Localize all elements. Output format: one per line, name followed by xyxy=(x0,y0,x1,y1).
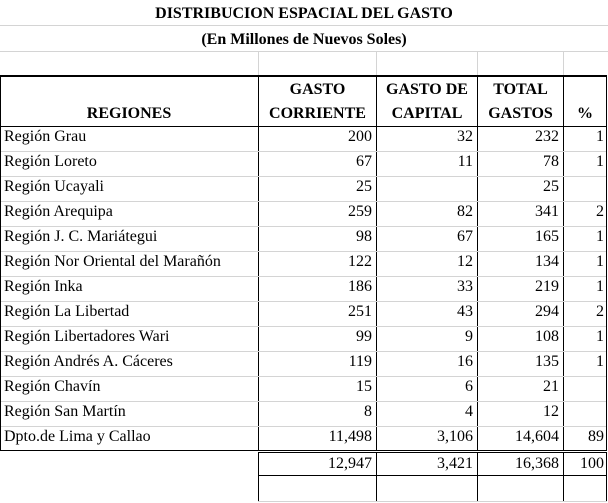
header-gasto-capital-line2: CAPITAL xyxy=(391,105,463,122)
cell-total-gastos: 341 xyxy=(535,203,559,220)
cell-region: Región Andrés A. Cáceres xyxy=(4,353,173,370)
cell-gasto-corriente: 8 xyxy=(364,403,372,420)
cell-gasto-corriente: 98 xyxy=(356,228,372,245)
cell-region: Región J. C. Mariátegui xyxy=(4,228,158,245)
cell-gasto-capital: 16 xyxy=(457,353,473,370)
cell-gasto-capital: 33 xyxy=(457,278,473,295)
cell-region: Región Loreto xyxy=(4,153,97,170)
cell-percent: 1 xyxy=(596,353,604,370)
cell-total-gastos: 232 xyxy=(535,128,559,145)
cell-total-gastos: 219 xyxy=(535,278,559,295)
table-top-border xyxy=(0,75,607,77)
cell-percent: 1 xyxy=(596,253,604,270)
total-percent: 100 xyxy=(580,455,604,472)
cell-percent: 1 xyxy=(596,153,604,170)
cell-percent: 89 xyxy=(588,428,604,445)
cell-region: Región Grau xyxy=(4,128,87,145)
cell-gasto-capital: 67 xyxy=(457,228,473,245)
cell-total-gastos: 25 xyxy=(543,178,559,195)
cell-region: Región Chavín xyxy=(4,378,101,395)
grid-line xyxy=(258,501,607,502)
cell-gasto-corriente: 25 xyxy=(356,178,372,195)
cell-region: Región La Libertad xyxy=(4,303,130,320)
cell-gasto-corriente: 259 xyxy=(348,203,372,220)
total-corriente: 12,947 xyxy=(328,455,372,472)
grid-line xyxy=(563,51,564,76)
cell-total-gastos: 294 xyxy=(535,303,559,320)
cell-total-gastos: 135 xyxy=(535,353,559,370)
header-total-line1: TOTAL xyxy=(493,81,548,98)
cell-percent: 2 xyxy=(596,203,604,220)
header-gasto-corriente-line1: GASTO xyxy=(289,81,346,98)
table-right-border xyxy=(606,76,607,450)
cell-region: Región Nor Oriental del Marañón xyxy=(4,253,221,270)
cell-gasto-corriente: 200 xyxy=(348,128,372,145)
cell-percent: 1 xyxy=(596,328,604,345)
cell-gasto-capital: 32 xyxy=(457,128,473,145)
cell-total-gastos: 14,604 xyxy=(515,428,559,445)
cell-gasto-corriente: 122 xyxy=(348,253,372,270)
cell-percent: 1 xyxy=(596,278,604,295)
cell-gasto-corriente: 99 xyxy=(356,328,372,345)
cell-region: Dpto.de Lima y Callao xyxy=(4,428,151,445)
cell-percent: 2 xyxy=(596,303,604,320)
cell-region: Región Ucayali xyxy=(4,178,104,195)
cell-region: Región Inka xyxy=(4,278,83,295)
cell-region: Región San Martín xyxy=(4,403,126,420)
report-title: DISTRIBUCION ESPACIAL DEL GASTO xyxy=(155,5,453,22)
header-total-line2: GASTOS xyxy=(488,105,553,122)
cell-gasto-capital: 82 xyxy=(457,203,473,220)
cell-percent: 1 xyxy=(596,228,604,245)
cell-gasto-corriente: 15 xyxy=(356,378,372,395)
cell-percent: 1 xyxy=(596,128,604,145)
cell-region: Región Arequipa xyxy=(4,203,113,220)
header-gasto-capital-line1: GASTO DE xyxy=(386,81,468,98)
cell-gasto-capital: 43 xyxy=(457,303,473,320)
cell-gasto-capital: 12 xyxy=(457,253,473,270)
cell-total-gastos: 165 xyxy=(535,228,559,245)
cell-total-gastos: 108 xyxy=(535,328,559,345)
cell-gasto-capital: 11 xyxy=(457,153,473,170)
total-capital: 3,421 xyxy=(437,455,473,472)
cell-total-gastos: 134 xyxy=(535,253,559,270)
total-gastos: 16,368 xyxy=(515,455,559,472)
header-percent: % xyxy=(577,105,593,122)
cell-region: Región Libertadores Wari xyxy=(4,328,170,345)
cell-gasto-corriente: 251 xyxy=(348,303,372,320)
cell-total-gastos: 21 xyxy=(543,378,559,395)
cell-gasto-capital: 4 xyxy=(465,403,473,420)
header-regiones: REGIONES xyxy=(86,105,172,122)
table-bottom-border xyxy=(0,450,607,451)
cell-gasto-corriente: 119 xyxy=(348,353,372,370)
cell-gasto-capital: 6 xyxy=(465,378,473,395)
grid-line xyxy=(258,51,259,76)
header-gasto-corriente-line2: CORRIENTE xyxy=(269,105,366,122)
total-divider xyxy=(606,452,607,502)
cell-gasto-capital: 3,106 xyxy=(437,428,473,445)
grid-line xyxy=(376,51,377,76)
cell-gasto-corriente: 11,498 xyxy=(328,428,372,445)
cell-total-gastos: 78 xyxy=(543,153,559,170)
grid-line xyxy=(477,51,478,76)
report-subtitle: (En Millones de Nuevos Soles) xyxy=(201,31,407,48)
cell-gasto-capital: 9 xyxy=(465,328,473,345)
cell-gasto-corriente: 67 xyxy=(356,153,372,170)
cell-total-gastos: 12 xyxy=(543,403,559,420)
cell-gasto-corriente: 186 xyxy=(348,278,372,295)
